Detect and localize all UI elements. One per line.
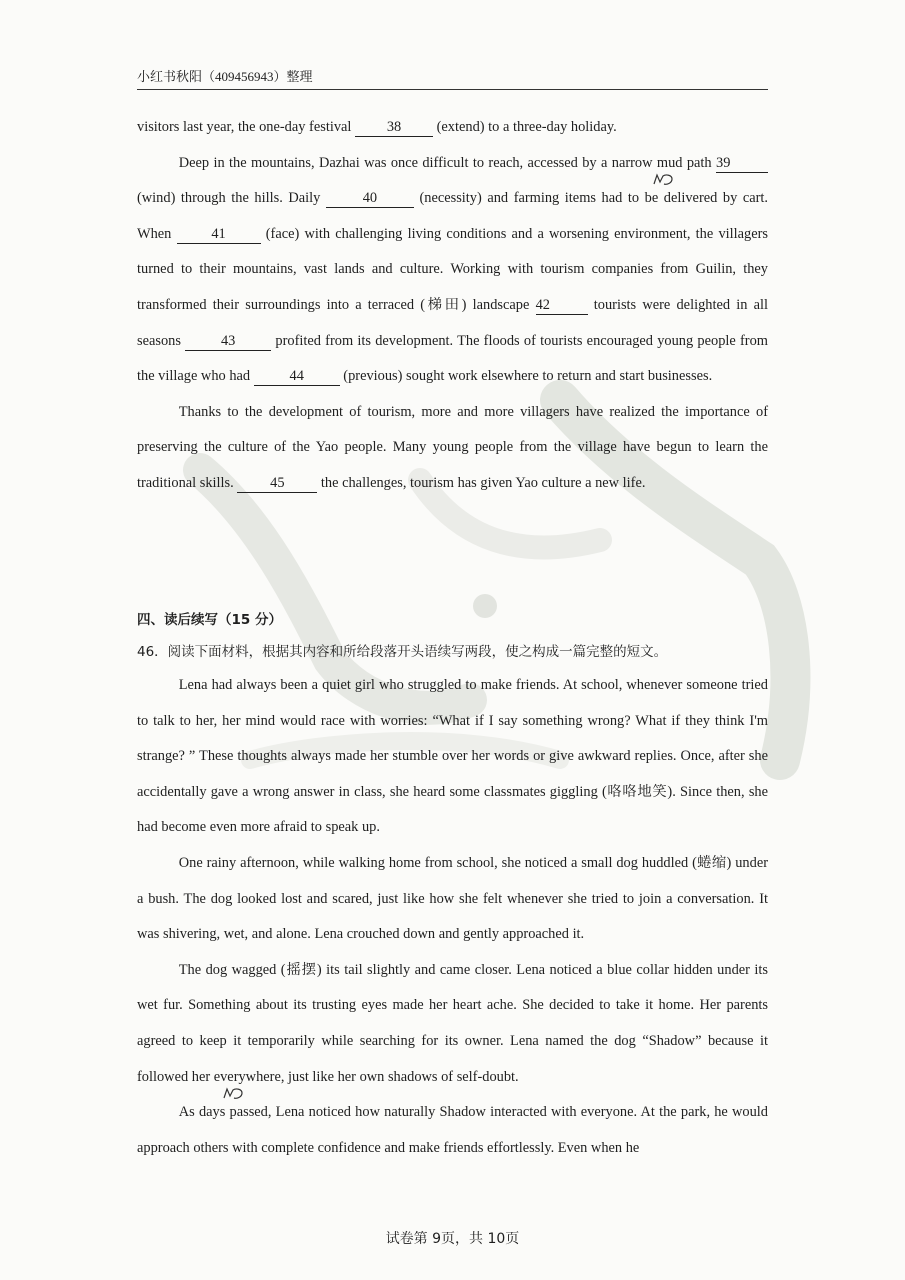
text-run: visitors last year, the one-day festival (137, 119, 356, 135)
story-paragraph-3: The dog wagged (摇摆) its tail slightly and came closer. Lena noticed a blue collar hidden under its wet fur. Something about its trusting eyes made her heart ache. She decided to take it home. Her parents agreed to keep it temporarily while searching for its owner. Lena named the dog “Shadow” because it followed her everywhere, just like her own shadows of self-doubt. (137, 961, 768, 1085)
blank-43[interactable]: 43 (185, 332, 271, 351)
text-run: (extend) to a three-day holiday. (433, 119, 617, 135)
text-run: (necessity) and farming items had to be delivered by cart. When (137, 190, 768, 242)
page-header: 小红书秋阳（409456943）整理 (137, 66, 768, 90)
handwritten-mark-icon (222, 1086, 248, 1102)
story-paragraph-2: One rainy afternoon, while walking home from school, she noticed a small dog huddled (蜷缩) under a bush. The dog looked lost and scared, just like how she felt whenever she tried to join a conversation. It was shivering, wet, and alone. Lena crouched down and gently approached it. (137, 854, 768, 943)
handwritten-mark-icon (652, 172, 678, 188)
text-run: (previous) sought work elsewhere to return and start businesses. (339, 368, 713, 385)
text-run: (face) with challenging living conditions and a worsening environment, the villagers turned to their mountains, vast lands and culture. Working with tourism companies from Guilin, they transformed their surroundings into a terraced (梯田) landscape (137, 225, 768, 313)
blank-44[interactable]: 44 (254, 367, 340, 386)
text-run: tourists were delighted in all seasons (137, 296, 768, 349)
page-footer: 试卷第 9页，共 10页 (385, 1231, 520, 1247)
text-run: Deep in the mountains, Dazhai was once difficult to reach, accessed by a narrow mud path (178, 154, 716, 171)
blank-41[interactable]: 41 (177, 225, 261, 244)
story-paragraph-4: As days passed, Lena noticed how naturally Shadow interacted with everyone. At the park, he would approach others with complete confidence and make friends effortlessly. Even when he (137, 1104, 768, 1156)
blank-38[interactable]: 38 (355, 118, 433, 137)
section-title: 四、读后续写（15 分） (137, 612, 282, 628)
blank-40[interactable]: 40 (326, 189, 414, 208)
text-run: profited from its development. The floods of tourists encouraged young people from the village who had (137, 332, 768, 385)
blank-42[interactable]: 42 (536, 296, 588, 315)
story-paragraph-1: Lena had always been a quiet girl who struggled to make friends. At school, whenever someone tried to talk to her, her mind would race with worries: “What if I say something wrong? What if they think I'm strange? ” These thoughts always made her stumble over her words or give awkward replies. Once, after she accidentally gave a wrong answer in class, she heard some classmates giggling (咯咯地笑). Since then, she had become even more afraid to speak up. (137, 677, 768, 836)
passage-cloze (137, 110, 768, 502)
text-run: (wind) through the hills. Daily (137, 190, 326, 207)
text-run: the challenges, tourism has given Yao culture a new life. (317, 474, 646, 491)
question-instruction: 46．阅读下面材料，根据其内容和所给段落开头语续写两段，使之构成一篇完整的短文。 (137, 644, 668, 660)
text-run: Thanks to the development of tourism, more and more villagers have realized the importance of preserving the culture of the Yao people. Many young people from the village have begun to learn the traditional skills. (137, 403, 768, 491)
paragraph-1 (137, 110, 768, 146)
blank-39[interactable]: 39 (716, 154, 768, 173)
blank-45[interactable]: 45 (237, 474, 317, 493)
paragraph-3 (137, 395, 768, 502)
